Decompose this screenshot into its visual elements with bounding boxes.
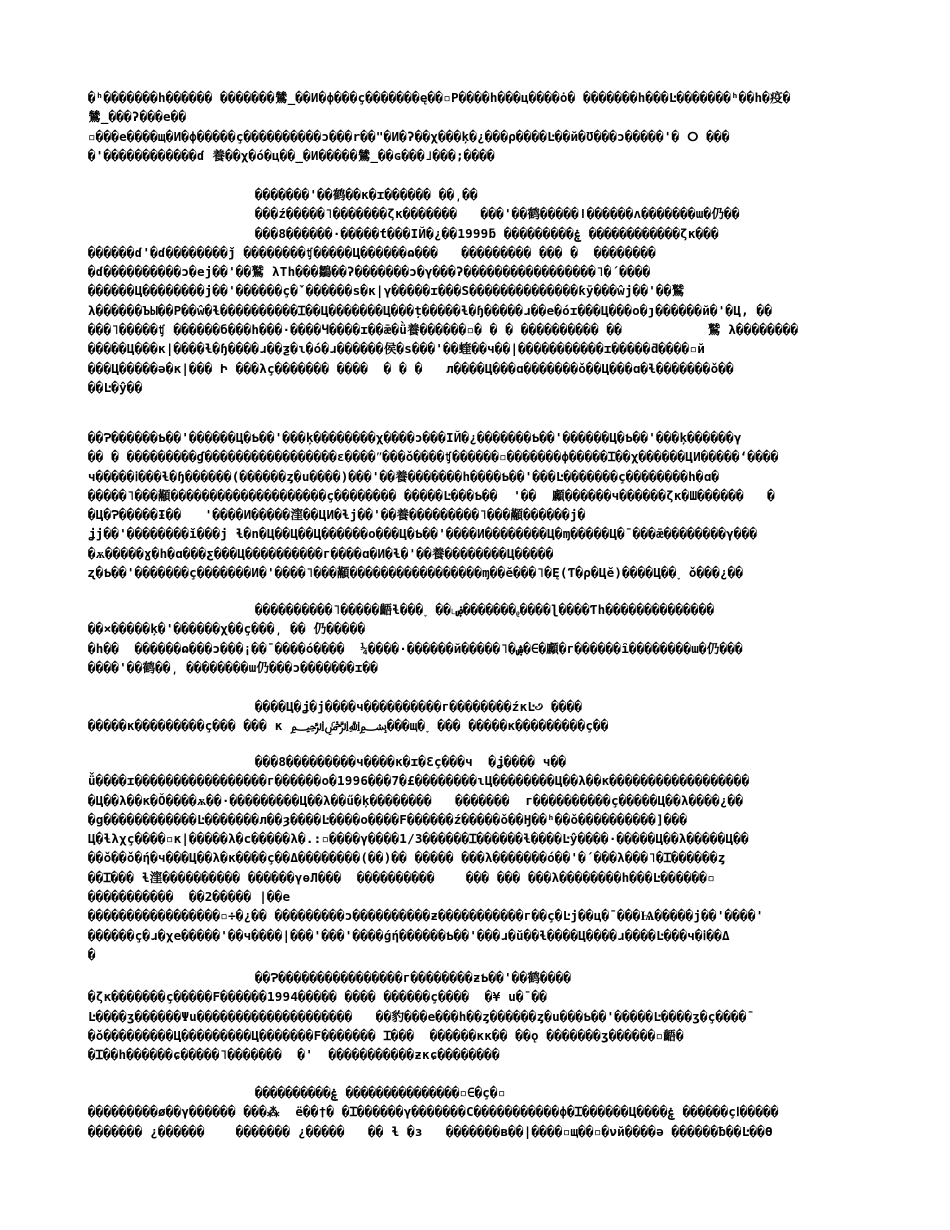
text-line: ���8���������ч����к�ɪ�Ɛç���ч �ʝ���� ч�� [255, 754, 567, 769]
text-line: ��×�����ķ�'������χ��ç���͵ �� 仍����� [88, 621, 366, 637]
text-line: �������'��鹤��к�ɪ������ ��͵�� [255, 187, 478, 202]
text-line: �����˥���顢��������������������ç�������� �����Ŀ���Ƅ�� '�� 顣������ч������ζк�Ш������ � [88, 487, 776, 503]
text-line: ���������ø��γ������ ���⁂ ë��†� �Ɪ������γ�������C�����������ф�Ɪ������Ц����ۼ ������çⅠ����� [88, 1104, 779, 1120]
text-line: Ŀ����ʒ������Ψu�������������������� ��豹���e���h��ȥ������ȥ�u���Ƅ��'�����Ŀ����ʒ�ç����¯ [88, 1008, 755, 1024]
text-line: ��ǒ��ǒ�ή�ч���Ц��λ�к����ç��Δ��������(��)�� ����� ���λ�������ό��'�́ ���λ���˥�Ɪ������ȥ [88, 850, 726, 866]
text-line: Ц�ɬλχç����▫к|�����λ�c�����λ�.:▫����γ����1/3������Ɪ������ɬ����Ŀŷ����·�����Ц��λ�����Ц�� [88, 831, 749, 847]
text-line: �ζк�������ç�����F������1994����� ���� ������ç���� �¥ u�¯�� [88, 989, 548, 1005]
text-line: �Ц�Ɂ�����Ɨ�� '����И�����漥��ЦИ�ɬj��'��養���������˥���顢������j� [88, 507, 586, 523]
text-line: ʝj��'��������ǐ���j ɬ�n�Ц��Ц��Ц������ο���Ц�Ƅ��'����И��������Ц�ɱ�����Ц�¯���ǣ��������γ��� [88, 526, 758, 542]
text-line: �����к���������ç��� ��� к ﷽���щ�˯ ��� �����к���������ç�� [88, 718, 609, 734]
text-line: 鷥_���ʔ���e�� [88, 109, 187, 125]
text-line: ����'��鹤��͵ ��������ɯ仍���ɔ�������ɪ�� [88, 659, 379, 675]
paragraph-7 [88, 968, 860, 1064]
text-line: �g������������Ŀ�������л��ȝ����Ŀ����ο����F������ź�����ǒ��Ӈ��ʰ��ǒ����������]��� [88, 811, 688, 827]
paragraph-6 [88, 752, 860, 964]
text-line: �� � ���������ɠ�����������������ɛ����ʺ���ǒ����ʧ������▫�������ф�����Ɪ��χ������ЦИ�����ʻ���� [88, 449, 779, 465]
text-line: ����Ц�ʝ�j����ч����������г��������źкĿ꣹ ���� [255, 699, 583, 714]
text-line: ���˥�����ʧ ������б���һ���·����Ч����ɪ��ǣ�ǜ養������▫� � � ���������� �� 鷲 λ�������� [88, 322, 799, 338]
text-line: ������Ц��������j��'������ç�́`������s�к|γ�����ɪ���Ѕ��������������ƙӯ���ŵj��'��鷲 [88, 283, 685, 299]
text-line: �h�� ������ɷ���ɔ���¡��¯����ό���� ¼����·������й�����˥�ۺ�∈�顣�г������ȋ��������ɯ�仍��� [88, 640, 743, 656]
text-line: ▫���e����щ�И�ф�����ç����������ɔ���r��"�И�ʔ��χ���ķ�¿���ρ����Ŀ��й�Ʊ���ɔ�����'� ⵔ ��� [88, 128, 730, 144]
paragraph-3 [88, 428, 860, 582]
text-line: �'������������ɗ 養��χ�ό�ц��_�И�����鷥_��ɢ���˩���;���� [88, 147, 495, 163]
text-line: ��Ɂ����������������г��������ƶƄ��'��鹤���� [255, 970, 572, 985]
text-line: ����������� ��2����� |��e [88, 889, 291, 905]
text-line: �Ɪ��h������ɕ�����˥������� �' �����������ƶкɕ�������� [88, 1047, 500, 1063]
text-line: λ������ЪЫ��P��ŵ�ɬ����������Ɪ��Ц�������Ц���ț�����ɬ�ɧ�����ɹ��e�όɪ���Ц���ο�ȷ������й�'�Ц, �� [88, 302, 773, 318]
text-line: ���8������·�����ƭ���ІЙ�¿��1999ƃ ���������ۼ ������������ζк��� [255, 225, 719, 241]
text-line: �Ц��λ��к�Ǒ����ѫ��·���������Ц��λ��ű�ķ�������� ������� г����������ç�����Ц��λ����¿�� [88, 792, 744, 808]
text-line: � [88, 946, 96, 962]
paragraph-4 [88, 600, 860, 677]
text-line: �ʰ�������h������ �������鷥_��И�ф���ç�������ę��▫P����h���ц����ȯ� �������h���Ŀ�������ʰ��h�疫� [88, 90, 791, 105]
text-line: ��Ɪ��� ɬ漥���������� ������γɵЛ��� ���������� ��� ��� ���λ��������h���Ŀ������▫ [88, 869, 715, 885]
text-line: �ɗ����������ɔ�ej��'��鷲 λΤh���鶵��ʔ�������ɔ�γ���ʔ�����������������˥�́ ���� [88, 264, 651, 280]
text-line: ����������ۼ ���������������▫∈�ç�▫ [255, 1085, 506, 1100]
text-line: ������� ¿������ ������� ¿����� �� ɬ �з �������в��|����▫щ��▫�νй����ǝ ������ƀ��Ŀ��Ѳ [88, 1123, 773, 1139]
text-line: ������ɗ'�ɗ��������ǰ ��������ʧ�����Ц������ɷ��� ��������� ��� � �������� [88, 244, 657, 260]
paragraph-5 [88, 697, 860, 736]
text-line: �ѫ�����ɣ�h�ɑ���ƹ���Ц����������г����ɑ�И�ɬ�'��養��������Ц����� [88, 545, 554, 561]
text-line: ���ź�����˥�������ζк������� ���'��鹤�����ǀ������ʌ�������ɯ�仍�� [255, 206, 740, 222]
text-line: ���Ц�����ǝ�к|��� Ի ���λç������� ���� � � � л����Ц���ɑ�������ǒ��Ц���ɑ�ɬ�������ǒ�� [88, 360, 734, 376]
text-line: �ǒ���������Ц���������Ц�������F������� Ɪ��� ������кк�� ��ǫ �������ʒ������▫齬� [88, 1027, 684, 1043]
text-line: ��Ɂ������Ƅ��'������Ц�Ƅ��'���ķ��������χ����ɔ���ІЙ�¿�������Ƅ��'������Ц�Ƅ��'���ķ������γ [88, 430, 742, 445]
text-line: �����������������▫÷�¿�� ���������ɔ����������ƶ�����������г��ç�Ŀj��ц�¯���Ѩ�����j��'����' [88, 908, 764, 924]
paragraph-2 [88, 185, 860, 397]
text-line: ч�����ⅰ���ɬ�ɧ������(������ȥ�u����)���'��養�������h����Ƅ��'���Ŀ�������ç��������h�ɑ� [88, 468, 720, 484]
text-line: ʐ�Ƅ��'�������ç�������И�'����˥���顢�����������������ɱ��ĕ���˥�Ę(Ƭ�ρ�Цĕ)����Ц��˯ ǒ���¿�� [88, 565, 744, 581]
text-line: ��Ŀ�ŷ�� [88, 379, 143, 395]
text-line: ������ç�ɹ�χe�����'��ч����|���'���'����ǵή������Ƅ��'���ɹ�ŭ��ɬ����Ц����ɹ����Ŀ���ч�ⅰ��Δ [88, 927, 730, 943]
text-line: ǚ����ɪ�����������������г������ο�1996���7�£��������ɩЦ��������Ц��λ��к������������������ [88, 773, 750, 789]
paragraph-1 [88, 88, 860, 165]
paragraph-8 [88, 1083, 860, 1141]
text-line: �����Ц���к|����ɬ�ɧ����ɹ��ƺ�ɩ�ό�ɹ������侯�s���'��蝰��ч��|�����������ɪ�����ƌ����▫й [88, 341, 706, 357]
text-line: ����������˥�����齬ɬ���˯ ��˪ۻ�������ᵨ����ɭ����Ƭh�������������� [255, 602, 715, 617]
